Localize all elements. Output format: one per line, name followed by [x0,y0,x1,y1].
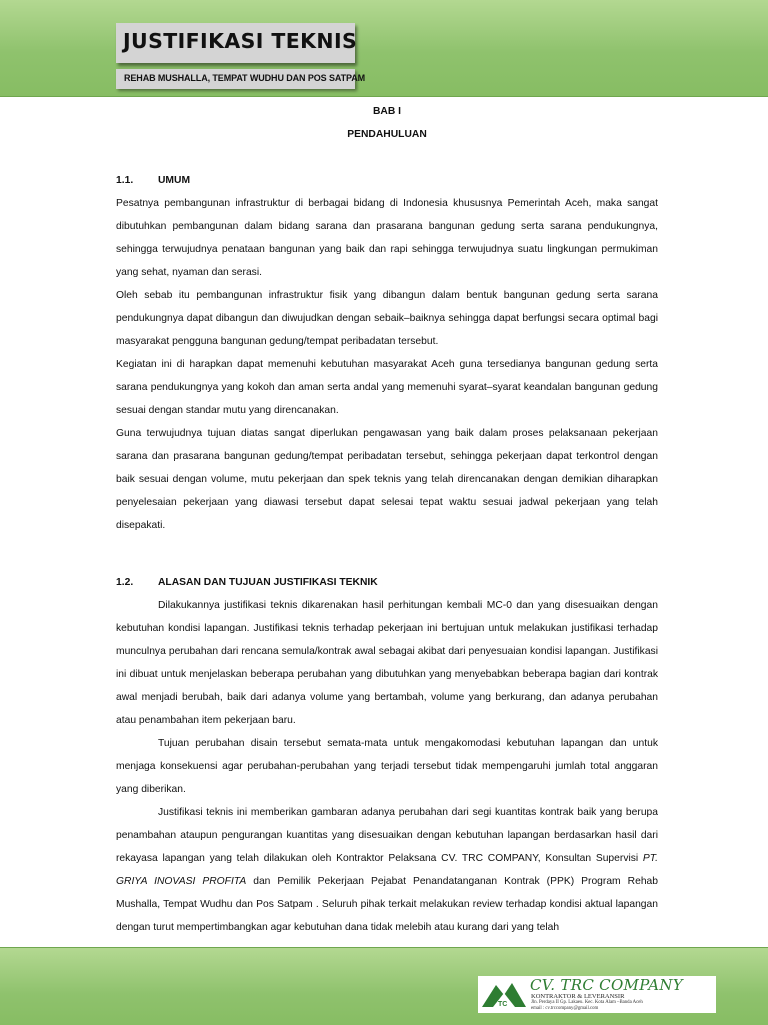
section-heading-1-2 [116,571,658,594]
chapter-title: PENDAHULUAN [347,129,427,140]
mountain-logo-icon [482,979,526,1009]
document-title: JUSTIFIKASI TEKNIS [123,29,358,53]
paragraph: Tujuan perubahan disain tersebut semata-mata untuk mengakomodasi kebutuhan lapangan dan untuk menjaga konsekuensi agar perubahan-perubahan yang terjadi tersebut tidak mempengaruhi jumlah total anggaran yang diberikan. [116,738,658,795]
section-title: ALASAN DAN TUJUAN JUSTIFIKASI TEKNIK [158,577,378,588]
paragraph [116,801,658,939]
consultant-name: PT. GRIYA INOVASI PROFITA [116,853,658,887]
section-number: 1.1. [116,175,134,186]
company-email: email : cv.trccompany@gmail.com [531,1006,599,1011]
section-number: 1.2. [116,577,134,588]
title-box [116,23,358,63]
logo-initials: TC [498,1001,508,1008]
page-content [116,100,658,939]
company-address: Jln. Perdaya II Gp. Lakaeu. Kec. Kota Alam –Banda Aceh [531,1000,643,1005]
subtitle-box [116,69,366,89]
chapter-number: BAB I [372,106,402,117]
company-tagline: KONTRAKTOR & LEVERANSIR [531,993,625,1000]
section-title: UMUM [158,175,191,186]
section-heading-1-1 [116,169,658,192]
company-name: CV. TRC COMPANY [530,976,683,994]
paragraph: Guna terwujudnya tujuan diatas sangat diperlukan pengawasan yang baik dalam proses pelaksanaan pekerjaan sarana dan prasarana bangunan gedung/tempat peribadatan tersebut, sehingga pekerjaan dapat terkontrol dengan baik sesuai dengan volume, mutu pekerjaan dan spek teknis yang telah direncanakan dengan demikian diharapkan penyelesaian pekerjaan yang diawasi tersebut dapat selesai tepat waktu sesuai jadwal pekerjaan yang telah disepakati. [116,428,658,531]
paragraph-text: dan Pemilik Pekerjaan Pejabat Penandatanganan Kontrak (PPK) Program Rehab Mushalla, Tempat Wudhu dan Pos Satpam . Seluruh pihak terkait melakukan review terhadap kondisi aktual lapangan dengan turut mempertimbangkan agar kebutuhan dana tidak melebih atau kurang dari yang telah [116,876,658,933]
paragraph: Dilakukannya justifikasi teknis dikarenakan hasil perhitungan kembali MC-0 dan yang disesuaikan dengan kebutuhan kondisi lapangan. Justifikasi teknis terhadap pekerjaan ini bertujuan untuk melakukan justifikasi terhadap munculnya perubahan dari rencana semula/kontrak awal sebagai akibat dari penyesuaian kondisi lapangan. Justifikasi ini dibuat untuk menjelaskan beberapa perubahan yang dibutuhkan yang menyebabkan beberapa bagian dari kontrak awal menjadi berubah, baik dari adanya volume yang bertambah, volume yang berkurang, dan adanya perubahan atau penambahan item pekerjaan baru. [116,600,658,726]
paragraph: Pesatnya pembangunan infrastruktur di berbagai bidang di Indonesia khususnya Pemerintah Aceh, maka sangat dibutuhkan pembangunan dalam bidang sarana dan prasarana bangunan gedung serta sarana pendukungnya, sehingga terwujudnya penataan bangunan yang baik dan rapi sehingga terwujudnya suatu lingkungan permukiman yang sehat, nyaman dan serasi. [116,198,658,278]
paragraph-text: Justifikasi teknis ini memberikan gambaran adanya perubahan dari segi kuantitas kontrak baik yang berupa penambahan ataupun pengurangan kuantitas yang disesuaikan dengan kebutuhan lapangan berdasarkan hasil dari rekayasa lapangan yang telah dilakukan oleh Kontraktor Pelaksana CV. TRC COMPANY, Konsultan Supervisi [116,807,658,864]
paragraph: Kegiatan ini di harapkan dapat memenuhi kebutuhan masyarakat Aceh guna tersedianya bangunan gedung serta sarana pendukungnya yang kokoh dan aman serta andal yang memenuhi syarat–syarat keandalan bangunan gedung sesuai dengan standar mutu yang direncanakan. [116,359,658,416]
paragraph: Oleh sebab itu pembangunan infrastruktur fisik yang dibangun dalam bentuk bangunan gedung serta sarana pendukungnya dapat dibangun dan diwujudkan dengan sebaik–baiknya sehingga dapat berfungsi secara optimal bagi masyarakat pengguna bangunan gedung/tempat peribadatan tersebut. [116,290,658,347]
document-subtitle: REHAB MUSHALLA, TEMPAT WUDHU DAN POS SATPAM [124,73,366,83]
